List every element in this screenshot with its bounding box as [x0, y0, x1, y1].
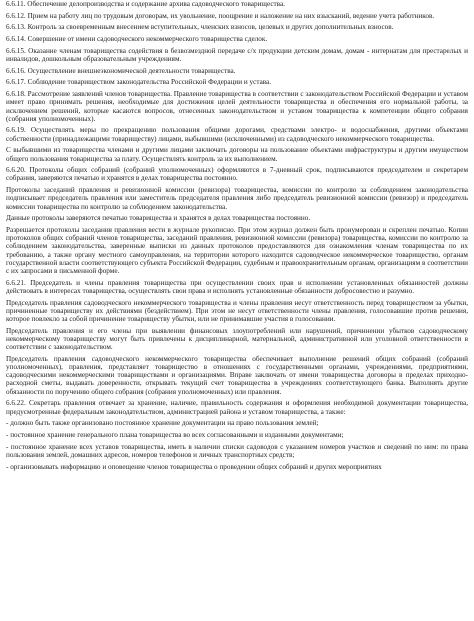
paragraph: 6.6.16. Осуществление внешнеэкономической деятельности товарищества. [6, 66, 236, 75]
paragraph: 6.6.20. Протоколы общих собраний (собраний уполномоченных) оформляются в 7-дневный срок, подписываются председателем и секретарем собрания, заверяются печатью и хранятся в делах товарищества постоянно. [6, 166, 468, 183]
paragraph: 6.6.14. Совершение от имени садоводческого некоммерческого товарищества сделок. [6, 35, 268, 44]
list-item: - организовывать информацию и оповещение членов товарищества о проведении общих собраний и других мероприятиях [6, 462, 382, 471]
paragraph: 6.6.12. Прием на работу лиц по трудовым договорам, их увольнение, поощрение и наложение на них взысканий, ведение учета работников. [6, 11, 435, 20]
paragraph: 6.6.18. Рассмотрение заявлений членов товарищества. Правление товарищества в соответствии с законодательством Российской Федерации и уставом имеет право принимать решения, необходимые для достижения целей деятельности товарищества и обеспечения его нормальной работы, за исключением решений, которые касаются вопросов, отнесенных законодательством и уставом товарищества к компетенции общего собрания (собрания уполномоченных). [6, 90, 468, 123]
paragraph: С выбывшими из товарищества членами и другими лицами заключать договоры на пользование объектами инфраструктуры и другим имуществом общего пользования товарищества за плату. Осуществлять контроль за их выполнением. [6, 146, 468, 163]
paragraph: Председатель правления садоводческого некоммерческого товарищества обеспечивает выполнение решений общих собраний (собраний уполномоченных), правления, представляет товарищество в отношениях с государственными органами, учреждениями, предприятиями, садоводческими некоммерческими товариществами и организациями. Вправе заключать от имени товарищества договоры в пределах приходно-расходной сметы, выдавать доверенности, открывать текущий счет товарищества в учреждениях соответствующего банка. Выполнять другие обязанности по поручению общего собрания (собрания уполномоченных) или правления. [6, 354, 468, 396]
paragraph: Данные протоколы заверяются печатью товарищества и хранятся в делах товарищества постоянно. [6, 214, 311, 223]
paragraph: 6.6.11. Обеспечение делопроизводства и содержание архива садоводческого товарищества. [6, 0, 285, 8]
list-item: - постоянное хранение генерального плана товарищества во всех согласованными и изданными документами; [6, 430, 344, 439]
paragraph: Протоколы заседаний правления и ревизионной комиссии (ревизора) товарищества, комиссии по контролю за соблюдением законодательства подписывает председатель правления или заместитель председателя правления либо председатель ревизионной комиссии (ревизор) и председатель комиссии товарищества по контролю за соблюдением законодательства. [6, 186, 468, 211]
paragraph: Разрешается протоколы заседания правления вести в журнале рукописно. При этом журнал должен быть пронумерован и скреплен печатью. Копии протоколов общих собраний членов товарищества, заседаний правления, ревизионной комиссии (ревизора) товарищества, комиссии по контролю за соблюдением законодательства, заверенные выписки из данных протоколов предоставляются для ознакомления членам товарищества по их требованию, а также органу местного самоуправления, на территории которого находится садоводческое некоммерческое товарищество, органам государственной власти соответствующего субъекта Российской Федерации, судебным и правоохранительным органам, организациям в соответствии с их запросами в письменной форме. [6, 225, 468, 275]
list-item: - постоянное хранение всех уставов товарищества, иметь в наличии списки садоводов с указанием номеров участков и сведений по ним: по права пользования землей, домашних адресов, номеров телефонов и личных транспортных средств; [6, 442, 468, 459]
document-body [6, 0, 468, 474]
paragraph: Председатель правления и его члены при выявлении финансовых злоупотреблений или нарушений, причинении убытков садоводческому некоммерческому товариществу могут быть привлечены к дисциплинарной, материальной, административной или уголовной ответственности в соответствии с законодательством. [6, 326, 468, 352]
list-item: - должно быть также организовано постоянное хранение документации на право пользования землей; [6, 419, 319, 428]
paragraph: 6.6.17. Соблюдение товариществом законодательства Российской Федерации и устава. [6, 78, 272, 87]
paragraph: 6.6.15. Оказание членам товарищества содействия в безвозмездной передаче с/х продукции детским домам, домам - интернатам для престарелых и инвалидов, дошкольным образовательным учреждениям. [6, 46, 468, 64]
paragraph: 6.6.19. Осуществлять меры по прекращению пользования общими дорогами, средствами электро- и водоснабжения, другими объектами собственности (принадлежащими товариществу) лицами, выбывшими (исключенными) из садоводческого некоммерческого товарищества. [6, 126, 468, 143]
paragraph: Председатель правления садоводческого некоммерческого товарищества и члены правления несут ответственность перед товариществом за убытки, причиненные товариществу их действиями (бездействием). При этом не несут ответственности члены правления, голосовавшие против решения, которое повлекло за собой причинение товариществу убытки, или не принимавшие участия в голосовании. [6, 298, 468, 323]
paragraph: 6.6.22. Секретарь правления отвечает за хранение, наличие, правильность содержания и оформления необходимой документации товарищества, предусмотренные федеральным законодательством, администрацией района и уставом товарищества, а также: [6, 399, 468, 416]
paragraph: 6.6.21. Председатель и члены правления товарищества при осуществлении своих прав и исполнении установленных обязанностей должны действовать в интересах товарищества, осуществлять свои права и исполнять установленные обязанности добросовестно и разумно. [6, 278, 468, 295]
paragraph: 6.6.13. Контроль за своевременным внесением вступительных, членских взносов, целевых и других дополнительных взносов. [6, 23, 394, 32]
